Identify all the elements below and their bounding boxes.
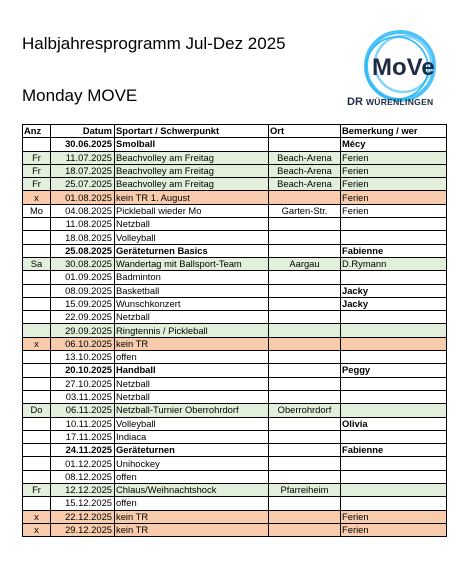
cell-sportart: Wunschkonzert (115, 297, 269, 310)
cell-anz: Fr (23, 151, 51, 164)
cell-datum: 06.10.2025 (51, 337, 115, 350)
table-row (23, 523, 447, 536)
cell-bemerkung: Peggy (341, 364, 447, 377)
cell-ort (269, 430, 341, 443)
cell-bemerkung (341, 337, 447, 350)
cell-datum: 08.12.2025 (51, 470, 115, 483)
cell-ort (269, 364, 341, 377)
column-header-sportart: Sportart / Schwerpunkt (115, 125, 269, 138)
cell-ort (269, 324, 341, 337)
table-row (23, 178, 447, 191)
cell-ort (269, 231, 341, 244)
table-row (23, 484, 447, 497)
table-row (23, 351, 447, 364)
cell-datum: 29.12.2025 (51, 523, 115, 536)
cell-datum: 01.09.2025 (51, 271, 115, 284)
cell-bemerkung (341, 324, 447, 337)
cell-bemerkung: Jacky (341, 297, 447, 310)
cell-sportart: Pickleball wieder Mo (115, 204, 269, 217)
cell-sportart: Beachvolley am Freitag (115, 164, 269, 177)
cell-sportart: Wandertag mit Ballsport-Team (115, 257, 269, 270)
table-header-row (23, 125, 447, 138)
cell-anz: Fr (23, 484, 51, 497)
cell-anz (23, 364, 51, 377)
table-row (23, 364, 447, 377)
cell-ort (269, 417, 341, 430)
table-row (23, 204, 447, 217)
cell-bemerkung (341, 231, 447, 244)
cell-ort: Oberrohrdorf (269, 404, 341, 417)
column-header-anz: Anz (23, 125, 51, 138)
cell-datum: 15.12.2025 (51, 497, 115, 510)
cell-bemerkung (341, 377, 447, 390)
cell-anz (23, 417, 51, 430)
table-row (23, 138, 447, 151)
cell-anz (23, 244, 51, 257)
document-title: Halbjahresprogramm Jul-Dez 2025 (22, 34, 286, 53)
cell-bemerkung: Ferien (341, 151, 447, 164)
cell-sportart: Handball (115, 364, 269, 377)
cell-bemerkung: Ferien (341, 523, 447, 536)
cell-anz (23, 377, 51, 390)
cell-sportart: offen (115, 497, 269, 510)
logo-caption-location: WÜRENLINGEN (365, 97, 434, 107)
cell-ort (269, 470, 341, 483)
cell-datum: 03.11.2025 (51, 390, 115, 403)
table-row (23, 284, 447, 297)
cell-sportart: kein TR 1. August (115, 191, 269, 204)
cell-anz (23, 457, 51, 470)
cell-ort (269, 284, 341, 297)
cell-ort: Aargau (269, 257, 341, 270)
cell-bemerkung (341, 271, 447, 284)
cell-anz (23, 311, 51, 324)
cell-sportart: offen (115, 351, 269, 364)
cell-bemerkung: Fabienne (341, 244, 447, 257)
table-row (23, 324, 447, 337)
column-header-bemerkung: Bemerkung / wer (341, 125, 447, 138)
cell-ort: Pfarreiheim (269, 484, 341, 497)
cell-anz: Do (23, 404, 51, 417)
cell-bemerkung: D.Rymann (341, 257, 447, 270)
cell-ort (269, 457, 341, 470)
table-row (23, 231, 447, 244)
cell-datum: 18.07.2025 (51, 164, 115, 177)
cell-sportart: Netzball (115, 377, 269, 390)
cell-sportart: Volleyball (115, 231, 269, 244)
cell-anz (23, 390, 51, 403)
cell-bemerkung (341, 497, 447, 510)
cell-anz (23, 324, 51, 337)
cell-datum: 25.08.2025 (51, 244, 115, 257)
column-header-ort: Ort (269, 125, 341, 138)
cell-ort (269, 337, 341, 350)
cell-sportart: offen (115, 470, 269, 483)
table-row (23, 218, 447, 231)
cell-ort: Beach-Arena (269, 178, 341, 191)
cell-sportart: Netzball-Turnier Oberrohrdorf (115, 404, 269, 417)
cell-datum: 01.12.2025 (51, 457, 115, 470)
cell-ort (269, 218, 341, 231)
cell-ort (269, 191, 341, 204)
cell-datum: 12.12.2025 (51, 484, 115, 497)
cell-datum: 30.06.2025 (51, 138, 115, 151)
cell-anz: Sa (23, 257, 51, 270)
cell-anz (23, 218, 51, 231)
cell-anz: x (23, 337, 51, 350)
cell-sportart: Netzball (115, 311, 269, 324)
cell-ort (269, 138, 341, 151)
cell-sportart: Netzball (115, 390, 269, 403)
cell-sportart: Geräteturnen Basics (115, 244, 269, 257)
table-row (23, 311, 447, 324)
cell-datum: 15.09.2025 (51, 297, 115, 310)
cell-datum: 20.10.2025 (51, 364, 115, 377)
cell-sportart: Beachvolley am Freitag (115, 178, 269, 191)
cell-datum: 11.07.2025 (51, 151, 115, 164)
cell-bemerkung (341, 404, 447, 417)
table-row (23, 257, 447, 270)
cell-bemerkung (341, 390, 447, 403)
cell-sportart: Ringtennis / Pickleball (115, 324, 269, 337)
table-row (23, 404, 447, 417)
cell-bemerkung: Ferien (341, 191, 447, 204)
cell-datum: 22.09.2025 (51, 311, 115, 324)
table-row (23, 271, 447, 284)
cell-datum: 24.11.2025 (51, 444, 115, 457)
cell-ort (269, 311, 341, 324)
table-row (23, 164, 447, 177)
cell-sportart: Badminton (115, 271, 269, 284)
cell-datum: 10.11.2025 (51, 417, 115, 430)
cell-ort (269, 523, 341, 536)
cell-datum: 06.11.2025 (51, 404, 115, 417)
cell-bemerkung: Jacky (341, 284, 447, 297)
cell-datum: 04.08.2025 (51, 204, 115, 217)
cell-anz (23, 138, 51, 151)
cell-bemerkung: Ferien (341, 510, 447, 523)
cell-ort (269, 497, 341, 510)
cell-datum: 25.07.2025 (51, 178, 115, 191)
cell-sportart: Netzball (115, 218, 269, 231)
cell-ort (269, 271, 341, 284)
cell-sportart: Indiaca (115, 430, 269, 443)
cell-bemerkung: Ferien (341, 178, 447, 191)
table-row (23, 191, 447, 204)
cell-ort (269, 297, 341, 310)
cell-sportart: Chlaus/Weihnachtshock (115, 484, 269, 497)
logo-wordmark: MoVe (372, 54, 435, 81)
table-row (23, 417, 447, 430)
logo-caption (347, 96, 433, 108)
cell-anz (23, 497, 51, 510)
cell-anz (23, 351, 51, 364)
cell-anz: x (23, 523, 51, 536)
cell-ort (269, 390, 341, 403)
cell-sportart: Smolball (115, 138, 269, 151)
cell-bemerkung (341, 351, 447, 364)
cell-anz: Fr (23, 164, 51, 177)
table-row (23, 444, 447, 457)
table-row (23, 337, 447, 350)
cell-bemerkung: Fabienne (341, 444, 447, 457)
column-header-datum: Datum (51, 125, 115, 138)
cell-bemerkung (341, 470, 447, 483)
table-row (23, 151, 447, 164)
cell-datum: 17.11.2025 (51, 430, 115, 443)
document-subtitle: Monday MOVE (22, 86, 138, 105)
cell-sportart: Geräteturnen (115, 444, 269, 457)
cell-ort (269, 377, 341, 390)
cell-sportart: Basketball (115, 284, 269, 297)
cell-bemerkung (341, 484, 447, 497)
cell-ort (269, 444, 341, 457)
cell-sportart: Volleyball (115, 417, 269, 430)
cell-bemerkung: Mécy (341, 138, 447, 151)
cell-anz: Fr (23, 178, 51, 191)
cell-ort (269, 510, 341, 523)
cell-datum: 27.10.2025 (51, 377, 115, 390)
table-row (23, 390, 447, 403)
cell-anz: Mo (23, 204, 51, 217)
table-row (23, 497, 447, 510)
cell-anz: x (23, 191, 51, 204)
table-row (23, 297, 447, 310)
cell-datum: 13.10.2025 (51, 351, 115, 364)
cell-bemerkung (341, 430, 447, 443)
cell-ort (269, 351, 341, 364)
cell-anz (23, 284, 51, 297)
cell-sportart: Unihockey (115, 457, 269, 470)
table-row (23, 430, 447, 443)
cell-bemerkung: Olivia (341, 417, 447, 430)
cell-datum: 11.08.2025 (51, 218, 115, 231)
cell-datum: 18.08.2025 (51, 231, 115, 244)
cell-bemerkung: Ferien (341, 204, 447, 217)
cell-anz (23, 444, 51, 457)
table-row (23, 244, 447, 257)
cell-datum: 30.08.2025 (51, 257, 115, 270)
table-row (23, 377, 447, 390)
cell-datum: 22.12.2025 (51, 510, 115, 523)
cell-anz: x (23, 510, 51, 523)
cell-anz (23, 430, 51, 443)
cell-bemerkung (341, 218, 447, 231)
cell-anz (23, 470, 51, 483)
cell-bemerkung (341, 311, 447, 324)
logo-caption-main: DR (347, 96, 363, 108)
program-table (22, 124, 447, 537)
cell-anz (23, 271, 51, 284)
cell-ort: Garten-Str. (269, 204, 341, 217)
cell-sportart: kein TR (115, 337, 269, 350)
cell-anz (23, 231, 51, 244)
cell-datum: 08.09.2025 (51, 284, 115, 297)
cell-ort (269, 244, 341, 257)
table-row (23, 510, 447, 523)
cell-sportart: kein TR (115, 523, 269, 536)
cell-datum: 01.08.2025 (51, 191, 115, 204)
cell-bemerkung (341, 457, 447, 470)
cell-datum: 29.09.2025 (51, 324, 115, 337)
cell-ort: Beach-Arena (269, 164, 341, 177)
table-row (23, 457, 447, 470)
cell-sportart: Beachvolley am Freitag (115, 151, 269, 164)
cell-anz (23, 297, 51, 310)
cell-sportart: kein TR (115, 510, 269, 523)
table-row (23, 470, 447, 483)
cell-ort: Beach-Arena (269, 151, 341, 164)
cell-bemerkung: Ferien (341, 164, 447, 177)
